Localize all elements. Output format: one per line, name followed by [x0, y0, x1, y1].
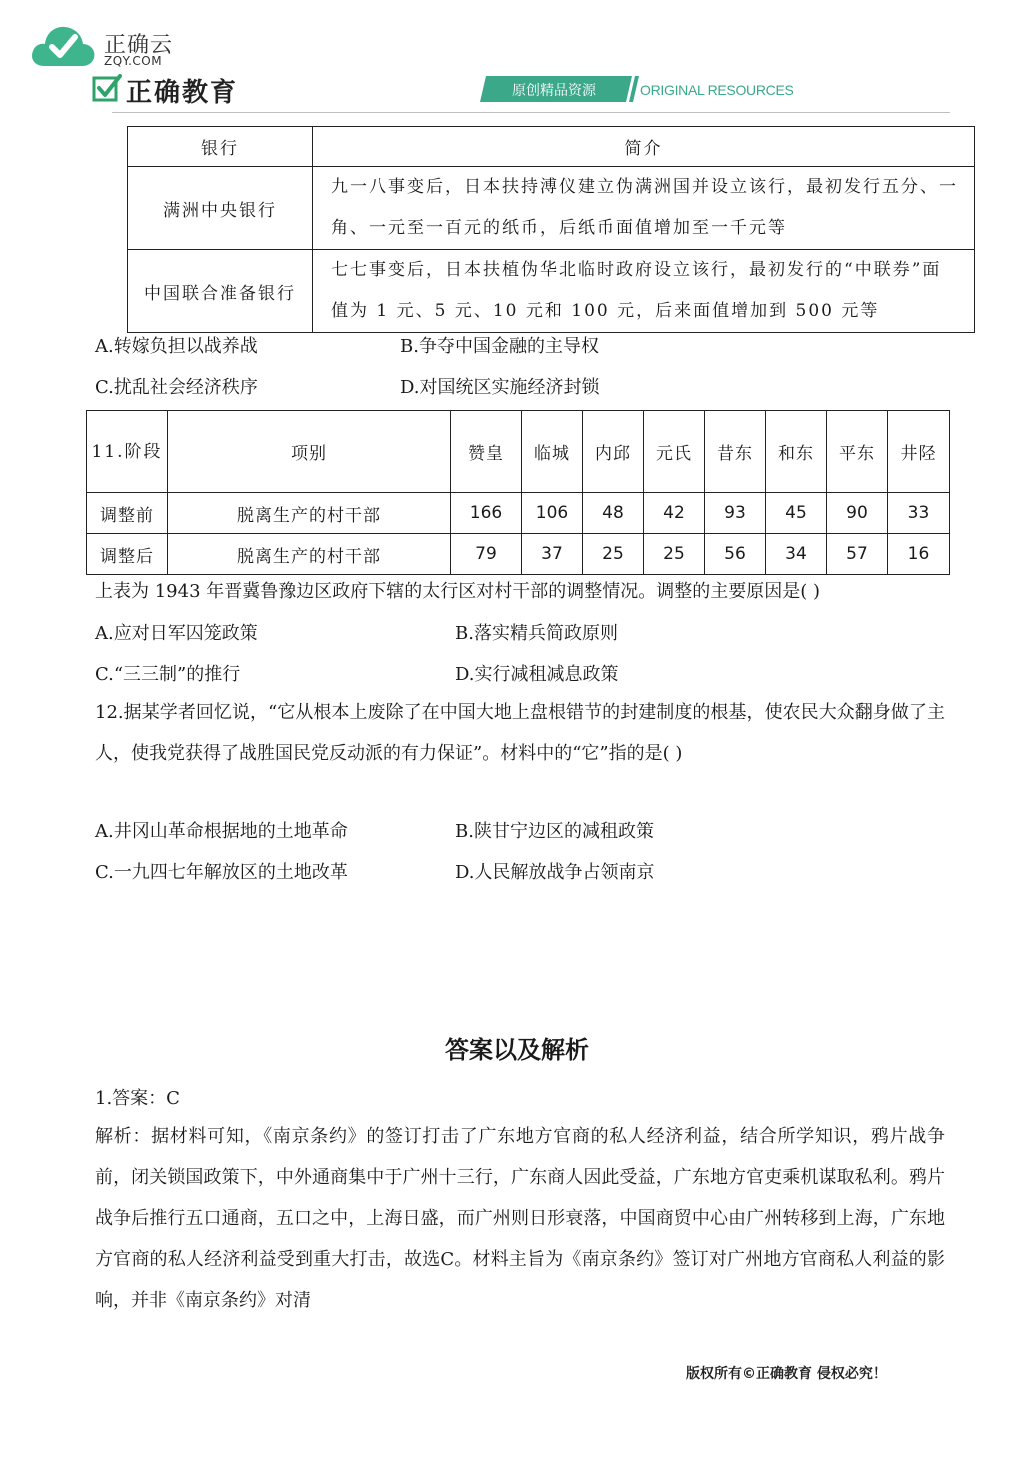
- header-county: 内邱: [583, 411, 644, 493]
- option-c: C.一九四七年解放区的土地改革: [95, 862, 348, 883]
- value-cell: 106: [522, 493, 583, 534]
- bank-name: 满洲中央银行: [128, 167, 313, 250]
- value-cell: 42: [644, 493, 705, 534]
- brand-domain: ZQY.COM: [104, 54, 163, 68]
- value-cell: 37: [522, 534, 583, 575]
- brand-name-cn: 正确云: [104, 33, 174, 58]
- banner-text-en: ORIGINAL RESOURCES: [640, 82, 794, 98]
- item-cell: 脱离生产的村干部: [168, 534, 451, 575]
- header-county: 元氏: [644, 411, 705, 493]
- option-b: B.陕甘宁边区的减租政策: [455, 821, 654, 842]
- edu-brand-title: 正确教育: [126, 78, 239, 108]
- header-bank: 银行: [128, 127, 313, 167]
- value-cell: 93: [705, 493, 766, 534]
- option-c: C.扰乱社会经济秩序: [95, 377, 258, 398]
- header-county: 和东: [766, 411, 827, 493]
- option-c: C.“三三制”的推行: [95, 664, 241, 685]
- stage-cell: 调整后: [87, 534, 168, 575]
- cloud-logo-icon: [30, 20, 96, 72]
- banner-text-cn: 原创精品资源: [512, 83, 596, 99]
- cadre-table: [86, 410, 950, 575]
- value-cell: 166: [451, 493, 522, 534]
- bank-name: 中国联合准备银行: [128, 250, 313, 333]
- value-cell: 79: [451, 534, 522, 575]
- option-a: A.转嫁负担以战养战: [95, 336, 258, 357]
- option-d: D.实行减租减息政策: [455, 664, 619, 685]
- option-a: A.应对日军囚笼政策: [95, 623, 258, 644]
- header-stage: 11.阶段: [87, 411, 168, 493]
- question-11-stem: 上表为 1943 年晋冀鲁豫边区政府下辖的太行区对村干部的调整情况。调整的主要原因是( ): [95, 581, 821, 602]
- value-cell: 34: [766, 534, 827, 575]
- header-county: 昔东: [705, 411, 766, 493]
- bank-intro: 七七事变后，日本扶植伪华北临时政府设立该行，最初发行的“中联券”面值为 1 元、5 元、10 元和 100 元，后来面值增加到 500 元等: [313, 250, 975, 333]
- option-b: B.争夺中国金融的主导权: [400, 336, 599, 357]
- option-b: B.落实精兵简政原则: [455, 623, 618, 644]
- value-cell: 25: [644, 534, 705, 575]
- value-cell: 57: [827, 534, 888, 575]
- header-county: 井陉: [888, 411, 950, 493]
- value-cell: 90: [827, 493, 888, 534]
- value-cell: 16: [888, 534, 950, 575]
- value-cell: 25: [583, 534, 644, 575]
- check-logo-icon: [92, 74, 122, 102]
- item-cell: 脱离生产的村干部: [168, 493, 451, 534]
- value-cell: 56: [705, 534, 766, 575]
- value-cell: 45: [766, 493, 827, 534]
- header-county: 赞皇: [451, 411, 522, 493]
- header-item: 项别: [168, 411, 451, 493]
- value-cell: 48: [583, 493, 644, 534]
- header-intro: 简介: [313, 127, 975, 167]
- header-county: 临城: [522, 411, 583, 493]
- answers-title: 答案以及解析: [445, 1036, 589, 1064]
- header-county: 平东: [827, 411, 888, 493]
- answer-1: 1.答案：C: [95, 1088, 180, 1109]
- option-a: A.井冈山革命根据地的土地革命: [95, 821, 348, 842]
- option-d: D.人民解放战争占领南京: [455, 862, 655, 883]
- bank-table: [127, 126, 975, 333]
- stage-cell: 调整前: [87, 493, 168, 534]
- answer-1-analysis: 解析：据材料可知，《南京条约》的签订打击了广东地方官商的私人经济利益，结合所学知识，鸦片战争前，闭关锁国政策下，中外通商集中于广州十三行，广东商人因此受益，广东地方官吏乘机谋取私利。鸦片战争后推行五口通商，五口之中，上海日盛，而广州则日形衰落，中国商贸中心由广州转移到上海，广东地方官商的私人经济利益受到重大打击，故选C。材料主旨为《南京条约》签订对广州地方官商私人利益的影响，并非《南京条约》对清: [95, 1126, 945, 1311]
- bank-intro: 九一八事变后，日本扶持溥仪建立伪满洲国并设立该行，最初发行五分、一角、一元至一百元的纸币，后纸币面值增加至一千元等: [313, 167, 975, 250]
- question-12-stem: 12.据某学者回忆说，“它从根本上废除了在中国大地上盘根错节的封建制度的根基，使农民大众翻身做了主人，使我党获得了战胜国民党反动派的有力保证”。材料中的“它”指的是( ): [95, 702, 945, 764]
- option-d: D.对国统区实施经济封锁: [400, 377, 600, 398]
- header-divider: [112, 112, 950, 113]
- value-cell: 33: [888, 493, 950, 534]
- copyright-footer: 版权所有©正确教育 侵权必究！: [686, 1366, 887, 1382]
